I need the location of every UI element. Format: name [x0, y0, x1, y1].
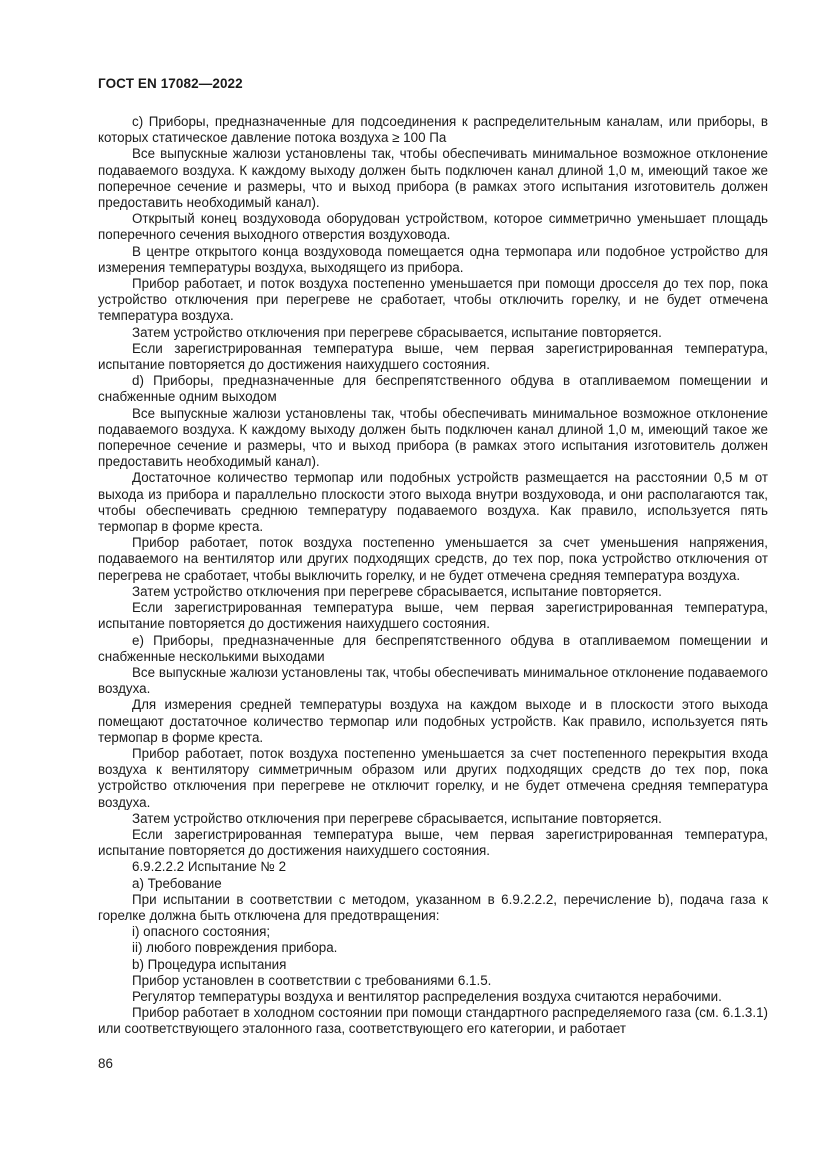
paragraph: Затем устройство отключения при перегреве сбрасывается, испытание повторяется.	[132, 583, 662, 599]
paragraph: Все выпускные жалюзи установлены так, чтобы обеспечивать минимальное возможное отклонение подаваемого воздуха. К каждому выходу должен быть подключен канал длиной 1,0 м, имеющий такое же поперечное сечение и размеры, что и выход прибора (в рамках этого испытания изготовитель должен предоставить необходимый канал).	[98, 146, 768, 211]
list-item: ii) любого повреждения прибора.	[132, 940, 338, 956]
paragraph: Прибор работает в холодном состоянии при помощи стандартного распределяемого газа (см. 6.1.3.1) или соответствующего эталонного газа, соответствующего его категории, и работает	[98, 1005, 768, 1037]
paragraph: d) Приборы, предназначенные для беспрепятственного обдува в отапливаемом помещении и снабженные одним выходом	[98, 373, 768, 405]
paragraph: Открытый конец воздуховода оборудован устройством, которое симметрично уменьшает площадь поперечного сечения выходного отверстия воздуховода.	[98, 211, 768, 243]
paragraph: Если зарегистрированная температура выше, чем первая зарегистрированная температура, испытание повторяется до достижения наихудшего состояния.	[98, 826, 768, 859]
paragraph: При испытании в соответствии с методом, указанном в 6.9.2.2.2, перечисление b), подача газа к горелке должна быть отключена для предотвращения:	[98, 891, 768, 923]
paragraph: a) Требование	[132, 875, 222, 891]
document-body	[98, 114, 768, 1038]
section-heading: 6.9.2.2.2 Испытание № 2	[132, 859, 287, 875]
paragraph: Прибор работает, поток воздуха постепенно уменьшается за счет уменьшения напряжения, подаваемого на вентилятор или других подходящих средств, до тех пор, пока устройство отключения от перегрева не сработает, чтобы выключить горелку, и не будет отмечена средняя температура воздуха.	[98, 535, 768, 583]
paragraph: b) Процедура испытания	[132, 956, 287, 972]
paragraph: В центре открытого конца воздуховода помещается одна термопара или подобное устройство для измерения температуры воздуха, выходящего из прибора.	[98, 243, 768, 275]
paragraph: Прибор работает, и поток воздуха постепенно уменьшается при помощи дросселя до тех пор, пока устройство отключения при перегреве не сработает, чтобы отключить горелку, и не будет отмечена температура воздуха.	[98, 276, 768, 324]
list-item: i) опасного состояния;	[132, 924, 271, 940]
paragraph: Затем устройство отключения при перегреве сбрасывается, испытание повторяется.	[132, 324, 662, 340]
paragraph: e) Приборы, предназначенные для беспрепятственного обдува в отапливаемом помещении и снабженные несколькими выходами	[98, 632, 768, 664]
paragraph: Достаточное количество термопар или подобных устройств размещается на расстоянии 0,5 м от выхода из прибора и параллельно плоскости этого выхода внутри воздуховода, и они располагаются так, чтобы обеспечивать среднюю температуру подаваемого воздуха. Как правило, используется пять термопар в форме креста.	[98, 470, 768, 535]
paragraph: Затем устройство отключения при перегреве сбрасывается, испытание повторяется.	[132, 810, 662, 826]
paragraph: Регулятор температуры воздуха и вентилятор распределения воздуха считаются нерабочими.	[132, 988, 722, 1004]
paragraph: Все выпускные жалюзи установлены так, чтобы обеспечивать минимальное возможное отклонение подаваемого воздуха. К каждому выходу должен быть подключен канал длиной 1,0 м, имеющий такое же поперечное сечение и размеры, что и выход прибора (в рамках этого испытания изготовитель должен предоставить необходимый канал).	[98, 405, 768, 470]
paragraph: c) Приборы, предназначенные для подсоединения к распределительным каналам, или приборы, в которых статическое давление потока воздуха ≥ 100 Па	[98, 114, 768, 146]
paragraph: Прибор установлен в соответствии с требованиями 6.1.5.	[132, 972, 492, 988]
paragraph: Если зарегистрированная температура выше, чем первая зарегистрированная температура, испытание повторяется до достижения наихудшего состояния.	[98, 340, 768, 373]
page-number: 86	[98, 1056, 113, 1071]
paragraph: Все выпускные жалюзи установлены так, чтобы обеспечивать минимальное отклонение подаваемого воздуха.	[98, 664, 768, 697]
paragraph: Для измерения средней температуры воздуха на каждом выходе и в плоскости этого выхода помещают достаточное количество термопар или подобных устройств. Как правило, используется пять термопар в форме креста.	[98, 697, 768, 745]
paragraph: Если зарегистрированная температура выше, чем первая зарегистрированная температура, испытание повторяется до достижения наихудшего состояния.	[98, 600, 768, 632]
paragraph: Прибор работает, поток воздуха постепенно уменьшается за счет постепенного перекрытия входа воздуха к вентилятору симметричным образом или других подходящих средств до тех пор, пока устройство отключения при перегреве не отключит горелку, и не будет отмечена средняя температура воздуха.	[98, 745, 768, 810]
document-header: ГОСТ EN 17082—2022	[98, 76, 243, 91]
